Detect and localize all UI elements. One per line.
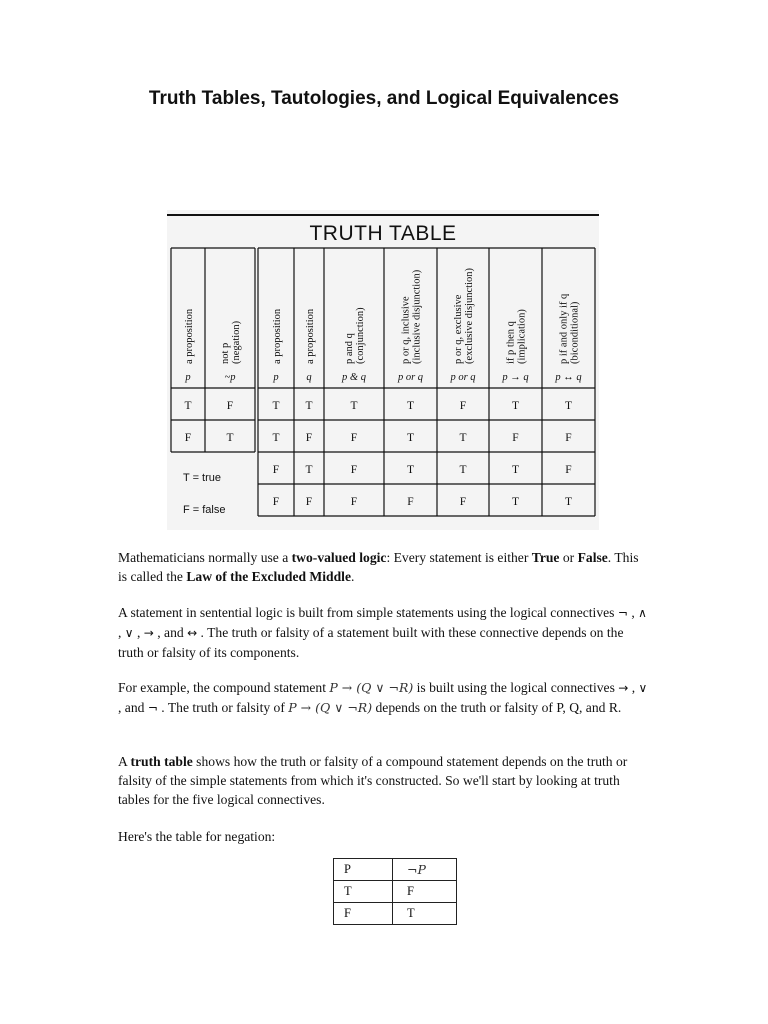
table-cell: F [512,432,519,444]
text-run: For example, the compound statement [118,680,330,695]
table-cell: T [406,432,415,444]
table-cell: T [305,464,313,476]
column-description: if p then q [505,321,517,364]
compound-expression: P → (Q ∨ ¬R) [329,680,414,695]
table-cell: T [272,432,280,444]
table-header-cell: ¬P [393,859,457,881]
table-cell: T [393,903,457,925]
table-cell: F [393,881,457,903]
text-run: . [350,569,355,584]
column-description: a proposition [184,308,195,364]
or-symbol: ∨ [638,681,648,695]
column-description: not p [220,342,231,364]
table-cell: T [272,400,280,412]
page-title: Truth Tables, Tautologies, and Logical Equivalences [148,88,620,109]
column-symbol: ~p [224,372,236,383]
column-description: p or q, inclusive [400,296,412,364]
column-symbol: q [306,372,312,383]
table-cell: T [511,496,520,508]
text-run: . The truth or falsity of a statement built with these connective depends on the truth or falsity of its components. [118,625,624,660]
table-cell: T [511,400,520,412]
table-cell: F [350,464,358,476]
column-symbol: p → q [502,372,529,383]
table-cell: T [350,400,358,412]
text-run: is built using the logical connectives [413,680,619,695]
bold-term-excluded-middle: Law of the Excluded Middle [186,569,351,584]
iff-symbol: ↔ [187,626,198,640]
column-symbol: p [273,372,279,383]
truth-table-grid [167,210,599,530]
paragraph-negation-intro: Here's the table for negation: [118,829,276,844]
paragraph-connectives [118,603,648,662]
or-symbol: ∨ [124,626,134,640]
figure-heading: TRUTH TABLE [309,222,457,245]
column-description: (inclusive disjunction) [411,269,423,364]
table-row [334,881,457,903]
column-symbol: p or q [397,372,424,383]
column-description: p and q [344,333,355,364]
column-symbol: p & q [342,372,366,383]
column-description: a proposition [272,308,283,364]
bold-term-truth-table: truth table [130,754,193,769]
text-run: , [118,625,125,640]
table-cell: F [334,903,393,925]
column-description: (biconditional) [569,301,581,364]
text-run: shows how the truth or falsity of a compound statement depends on the truth or falsity of the simple statements from which it's constructed. So we'll start by looking at truth tables for the five logical connectives. [118,754,628,807]
not-symbol: ¬ [617,606,628,620]
implies-symbol: → [143,626,154,640]
table-cell: T [226,432,234,444]
text-run: . This is called the [118,550,639,584]
paragraph-two-valued-logic [118,548,648,586]
column-description: (negation) [231,320,242,364]
table-cell: F [565,432,572,444]
table-cell: F [226,400,234,412]
table-cell: T [334,881,393,903]
bold-term-true: True [531,550,560,565]
column-description: a proposition [305,308,316,364]
legend-true: T = true [183,472,222,484]
paragraph-truth-table-definition [118,752,648,809]
text-run: Mathematicians normally use a [118,550,292,565]
table-cell: T [305,400,313,412]
legend-false: F = false [183,504,226,516]
text-run: , and [118,700,148,715]
column-description: (exclusive disjunction) [464,268,475,364]
table-cell: T [459,464,467,476]
column-description: (implication) [516,309,528,364]
bold-term-two-valued-logic: two-valued logic [291,550,387,565]
text-run: , [627,605,639,620]
text-run: . The truth or falsity of [157,700,289,715]
table-cell: F [459,400,467,412]
table-cell: F [305,496,313,508]
table-cell: T [564,496,573,508]
table-cell: T [406,464,415,476]
text-run: , [133,625,144,640]
column-symbol: p [185,372,191,383]
table-cell: F [272,464,280,476]
column-description: p if and only if q [558,293,570,364]
table-header-cell: P [334,859,393,881]
table-cell: T [459,432,467,444]
paragraph-example [118,678,648,718]
text-run: or [559,550,578,565]
compound-expression: P → (Q ∨ ¬R) [288,700,373,715]
table-cell: F [350,432,358,444]
column-symbol: p ↔ q [555,372,582,383]
text-run: A statement in sentential logic is built from simple statements using the logical connectives [118,605,618,620]
table-cell: F [407,496,414,508]
table-cell: T [511,464,520,476]
table-cell: T [564,400,573,412]
and-symbol: ∧ [638,606,647,620]
text-run: A [118,754,131,769]
text-run: , [628,680,639,695]
table-cell: F [272,496,280,508]
truth-table-figure [167,210,599,530]
text-run: : Every statement is either [386,550,532,565]
column-symbol: p or q [450,372,476,383]
column-description: (conjunction) [355,307,366,364]
table-cell: F [305,432,313,444]
table-row [334,859,457,881]
not-symbol: ¬ [147,701,158,715]
table-cell: F [184,432,192,444]
bold-term-false: False [577,550,608,565]
table-cell: F [565,464,572,476]
table-cell: T [184,400,192,412]
column-description: p or q, exclusive [453,294,464,364]
table-cell: F [350,496,358,508]
text-run: , and [153,625,188,640]
negation-table [333,858,457,925]
table-row [334,903,457,925]
implies-symbol: → [618,681,629,695]
table-cell: F [459,496,467,508]
text-run: depends on the truth or falsity of P, Q, and R. [372,700,622,715]
table-cell: T [406,400,415,412]
